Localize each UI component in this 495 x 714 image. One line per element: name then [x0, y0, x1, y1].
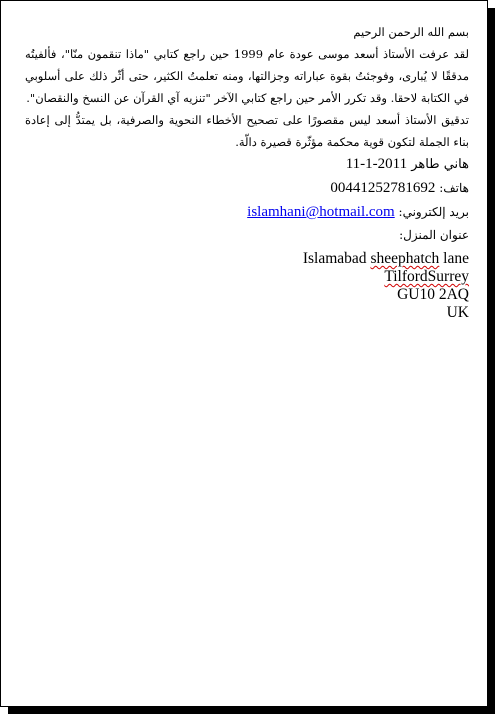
- address-line-1-misspelled: sheephatch: [370, 250, 440, 267]
- email-label: بريد إلكتروني:: [398, 205, 469, 219]
- basmala: بسم الله الرحمن الرحيم: [353, 25, 469, 39]
- phone-label: هاتف:: [439, 181, 469, 195]
- address-line-1: [25, 250, 469, 268]
- email-line: [25, 200, 469, 224]
- address-line-4: UK: [446, 304, 469, 321]
- page-shadow-right: [488, 8, 495, 714]
- email-link[interactable]: islamhani@hotmail.com: [247, 204, 395, 220]
- page-shadow-bottom: [8, 707, 495, 714]
- address-line-1-part-a: Islamabad: [302, 250, 371, 267]
- address-line-1-part-c: lane: [439, 250, 469, 267]
- address-line-3: GU10 2AQ: [397, 286, 469, 303]
- signature-date: 11-1-2011: [345, 156, 408, 172]
- address-line-2: TilfordSurrey: [384, 268, 469, 285]
- signature-name: هاني طاهر: [411, 157, 469, 172]
- paragraph-2: تدقيق الأستاذ أسعد ليس مقصورًا على تصحيح الأخطاء النحوية والصرفية، بل يمتدُّ إلى إعادة بناء الجملة لتكون قوية محكمة مؤثّرة قصيرة دالّة.: [25, 113, 469, 149]
- paragraph-1: لقد عرفت الأستاذ أسعد موسى عودة عام 1999 حين راجع كتابي "ماذا تنقمون منّا"، فألفيتُه مدققًا لا يُبارى، وفوجئتُ بقوة عباراته وجزالتها، ومنه تعلمتُ الكثير، حتى أثّر ذلك على أسلوبي في الكتابة لاحقا. وقد تكرر الأمر حين راجع كتابي الآخر "تنزيه آي القرآن عن النسخ والنقصان".: [25, 47, 469, 105]
- postal-address: [25, 250, 469, 322]
- address-label: عنوان المنزل:: [399, 228, 469, 242]
- phone-line: [25, 176, 469, 200]
- letter-body: [25, 21, 469, 322]
- signature-line: [25, 153, 469, 176]
- phone-number: 00441252781692: [330, 180, 436, 196]
